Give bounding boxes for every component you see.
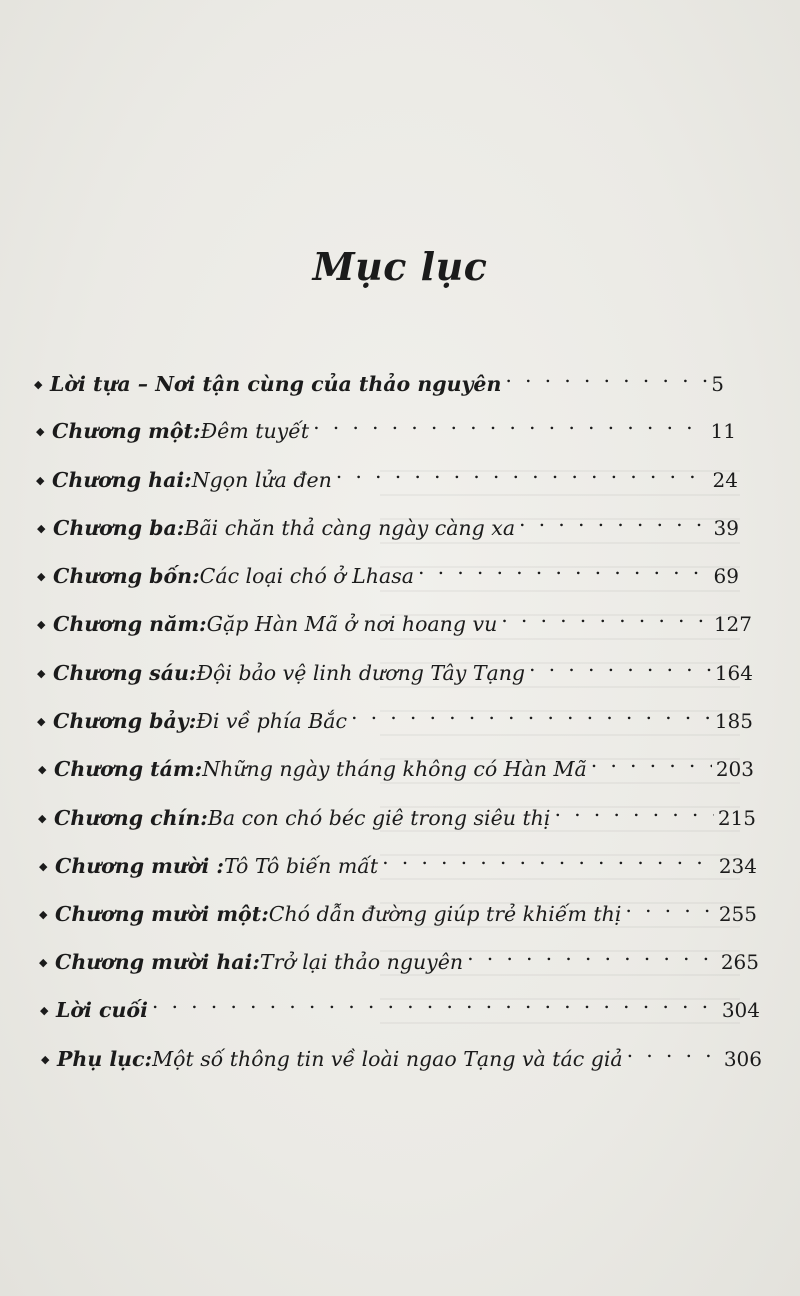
entry-label: Chương chín:: [54, 806, 208, 830]
dot-leader: [529, 648, 711, 680]
dot-leader: [336, 455, 709, 487]
dot-leader: [519, 503, 710, 535]
toc-entry: [37, 599, 752, 636]
page-number: 215: [717, 806, 756, 830]
dot-leader: [382, 841, 715, 873]
page-number: 234: [718, 854, 757, 878]
entry-label: Chương ba:: [53, 516, 185, 540]
entry-title: Bãi chăn thả càng ngày càng xa: [184, 516, 516, 540]
entry-label: Chương hai:: [52, 468, 192, 492]
entry-label: Lời tựa – Nơi tận cùng của thảo nguyên: [50, 372, 502, 396]
toc-entry: [40, 985, 760, 1022]
dot-leader: [313, 406, 706, 438]
toc-entry: [34, 359, 724, 396]
diamond-bullet-icon: ◆: [34, 378, 43, 391]
entry-title: Ngọn lửa đen: [191, 468, 332, 492]
entry-title: Đội bảo vệ linh dương Tây Tạng: [196, 661, 526, 685]
entry-label: Chương bảy:: [53, 709, 197, 733]
diamond-bullet-icon: ◆: [36, 474, 45, 487]
dot-leader: [627, 1034, 720, 1066]
page-number: 203: [715, 757, 754, 781]
page-number: 24: [712, 468, 738, 492]
entry-label: Phụ lục:: [57, 1047, 153, 1071]
toc-entry: [36, 455, 738, 492]
diamond-bullet-icon: ◆: [36, 425, 45, 438]
page-number: 265: [720, 950, 759, 974]
entry-title: Gặp Hàn Mã ở nơi hoang vu: [206, 612, 498, 636]
page-number: 5: [711, 372, 724, 396]
entry-title: Trở lại thảo nguyên: [259, 950, 464, 974]
toc-entry: [39, 889, 757, 926]
entry-title: Những ngày tháng không có Hàn Mã: [202, 757, 587, 781]
entry-label: Chương mười :: [55, 854, 224, 878]
dot-leader: [351, 696, 711, 728]
diamond-bullet-icon: ◆: [37, 618, 46, 631]
toc-entry: [37, 648, 753, 685]
dot-leader: [152, 985, 718, 1017]
diamond-bullet-icon: ◆: [37, 522, 46, 535]
entry-label: Chương năm:: [53, 612, 207, 636]
page-number: 11: [710, 419, 736, 443]
entry-label: Chương bốn:: [53, 564, 200, 588]
dot-leader: [625, 889, 714, 921]
dot-leader: [467, 937, 717, 969]
toc-entry: [39, 937, 759, 974]
toc-entry: [37, 503, 739, 540]
entry-label: Chương mười hai:: [55, 950, 260, 974]
entry-title: Một số thông tin về loài ngao Tạng và tác giả: [152, 1047, 623, 1071]
entry-title: Các loại chó ở Lhasa: [199, 564, 414, 588]
page-number: 164: [714, 661, 753, 685]
diamond-bullet-icon: ◆: [38, 812, 47, 825]
entry-title: Đi về phía Bắc: [196, 709, 347, 733]
page-number: 69: [713, 564, 739, 588]
entry-title: Đêm tuyết: [200, 419, 310, 443]
diamond-bullet-icon: ◆: [37, 715, 46, 728]
page-title: Mục lục: [312, 244, 488, 289]
page-number: 304: [721, 998, 760, 1022]
toc-entry: [36, 406, 736, 443]
toc-entry: [39, 841, 757, 878]
entry-label: Lời cuối: [56, 998, 148, 1022]
dot-leader: [591, 744, 712, 776]
dot-leader: [418, 551, 710, 583]
toc-entry: [37, 696, 753, 733]
toc-entry: [41, 1034, 762, 1071]
page-number: 255: [718, 902, 757, 926]
dot-leader: [505, 359, 707, 391]
diamond-bullet-icon: ◆: [40, 1004, 49, 1017]
diamond-bullet-icon: ◆: [37, 570, 46, 583]
diamond-bullet-icon: ◆: [39, 860, 48, 873]
diamond-bullet-icon: ◆: [39, 956, 48, 969]
entry-label: Chương mười một:: [55, 902, 269, 926]
page-number: 306: [723, 1047, 762, 1071]
toc-entry: [37, 551, 739, 588]
toc-entry: [38, 744, 754, 781]
entry-title: Tô Tô biến mất: [223, 854, 379, 878]
page-number: 127: [713, 612, 752, 636]
diamond-bullet-icon: ◆: [39, 908, 48, 921]
diamond-bullet-icon: ◆: [38, 763, 47, 776]
entry-label: Chương tám:: [54, 757, 203, 781]
entry-title: Ba con chó béc giê trong siêu thị: [207, 806, 551, 830]
diamond-bullet-icon: ◆: [37, 667, 46, 680]
entry-title: Chó dẫn đường giúp trẻ khiếm thị: [268, 902, 622, 926]
page-number: 39: [713, 516, 739, 540]
diamond-bullet-icon: ◆: [41, 1053, 50, 1066]
entry-label: Chương sáu:: [53, 661, 197, 685]
page-number: 185: [714, 709, 753, 733]
toc-entry: [38, 793, 756, 830]
entry-label: Chương một:: [52, 419, 201, 443]
dot-leader: [554, 793, 713, 825]
dot-leader: [501, 599, 710, 631]
